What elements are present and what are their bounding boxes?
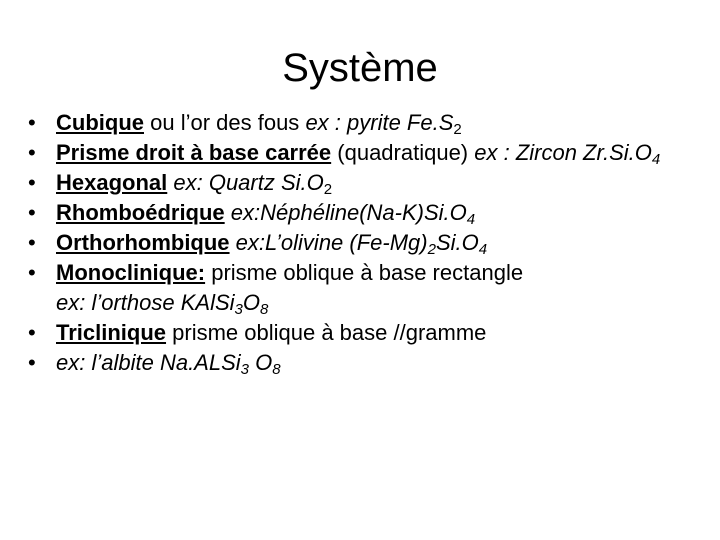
subscript: 8 [260, 301, 269, 318]
bullet-icon: • [28, 260, 36, 285]
example-text: ex: Quartz Si.O [167, 170, 324, 195]
list-item [28, 168, 708, 198]
subscript: 4 [466, 211, 476, 228]
list-item [28, 348, 708, 378]
example-text: ex:Néphéline(Na-K)Si.O [224, 200, 467, 225]
example-text: ex : pyrite Fe.S [305, 110, 454, 135]
bullet-icon: • [28, 110, 36, 135]
subscript: 4 [478, 241, 488, 258]
list-item [28, 318, 708, 348]
example-text: O [249, 350, 273, 375]
example-text: O [242, 290, 260, 315]
subscript: 3 [240, 361, 249, 378]
bullet-icon: • [28, 230, 36, 255]
subscript: 3 [234, 301, 243, 318]
subscript: 2 [453, 121, 462, 138]
item-text: (quadratique) [331, 140, 475, 165]
subscript: 4 [651, 151, 661, 168]
system-term: Rhomboédrique [56, 200, 225, 225]
system-term: Orthorhombique [56, 230, 230, 255]
example-text: ex : Zircon Zr.Si.O [474, 140, 652, 165]
list-item [28, 258, 708, 318]
bullet-list [28, 108, 708, 378]
list-item [28, 138, 708, 168]
subscript: 8 [272, 361, 281, 378]
list-item [28, 228, 708, 258]
system-term: Hexagonal [56, 170, 168, 195]
bullet-icon: • [28, 320, 36, 345]
system-term: Monoclinique: [56, 260, 206, 285]
example-text: ex: l’orthose KAlSi [56, 290, 235, 315]
example-text: ex: l’albite Na.ALSi [56, 350, 241, 375]
bullet-icon: • [28, 140, 36, 165]
bullet-icon: • [28, 170, 36, 195]
example-text: ex:L’olivine (Fe-Mg) [229, 230, 428, 255]
list-item [28, 198, 708, 228]
system-term: Prisme droit à base carrée [56, 140, 332, 165]
subscript: 2 [427, 241, 436, 258]
system-term: Triclinique [56, 320, 167, 345]
example-text: Si.O [435, 230, 479, 255]
bullet-icon: • [28, 200, 36, 225]
item-text: prisme oblique à base //gramme [166, 320, 487, 345]
item-text: prisme oblique à base rectangle [205, 260, 524, 285]
system-term: Cubique [56, 110, 144, 135]
item-text: ou l’or des fous [144, 110, 306, 135]
list-item [28, 108, 708, 138]
subscript: 2 [323, 181, 333, 198]
slide-title: Système [282, 46, 438, 90]
bullet-icon: • [28, 350, 36, 375]
